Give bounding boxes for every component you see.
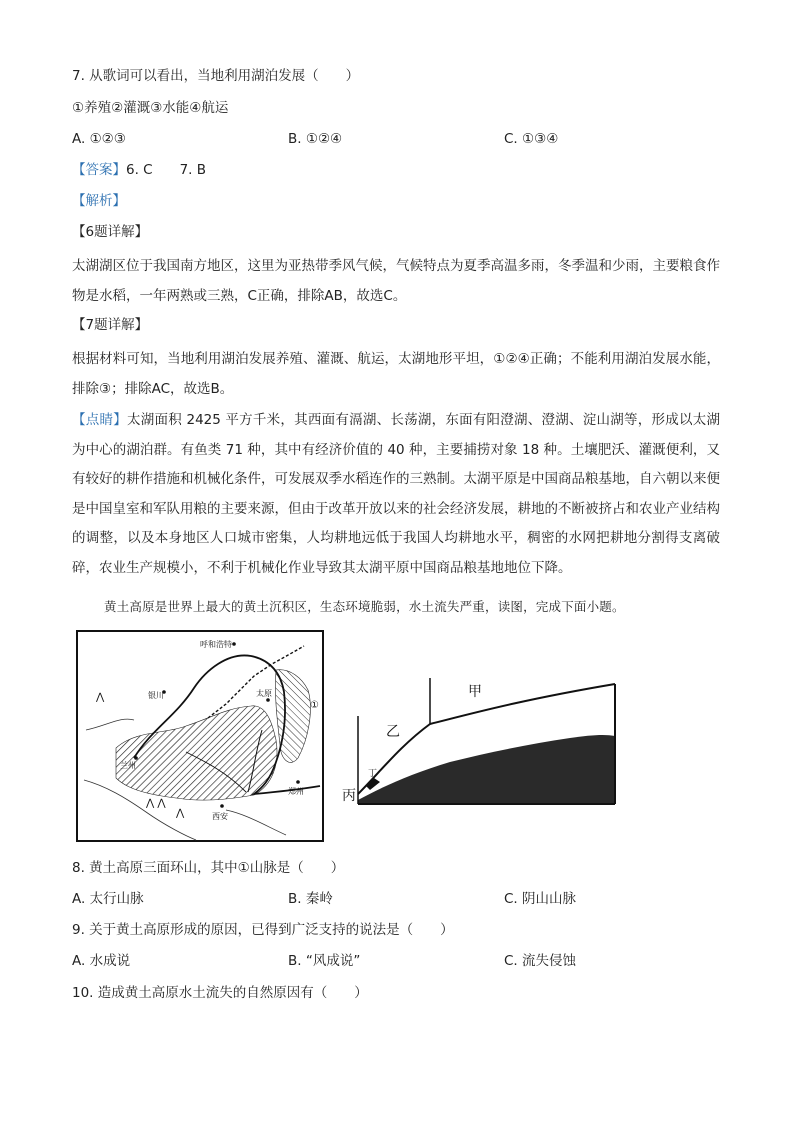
loess-plateau-map [76, 630, 326, 845]
section-intro: 黄土高原是世界上最大的黄土沉积区，生态环境脆弱，水土流失严重，读图，完成下面小题。 [104, 599, 625, 614]
label-yi: 乙 [386, 724, 400, 740]
tip-paragraph [72, 406, 720, 583]
q7-option-b: B. ①②④ [288, 131, 343, 147]
answer-label: 【答案】 [72, 162, 126, 178]
label-ding: 丁 [368, 769, 378, 779]
label-bing: 丙 [342, 788, 356, 804]
svg-text:⋀: ⋀ [176, 808, 185, 819]
q8-option-c: C. 阴山山脉 [504, 891, 577, 907]
q7-detail-text: 根据材料可知，当地利用湖泊发展养殖、灌溉、航运，太湖地形平坦，①②④正确；不能利用湖泊发展水能，排除③；排除AC，故选B。 [72, 351, 720, 397]
q6-detail-text: 太湖湖区位于我国南方地区，这里为亚热带季风气候，气候特点为夏季高温多雨，冬季温和少雨，主要粮食作物是水稻，一年两熟或三熟，C正确，排除AB，故选C。 [72, 258, 720, 304]
label-jia: 甲 [468, 684, 482, 700]
tip-label: 【点睛】 [72, 412, 127, 428]
city-hohhot: 呼和浩特 [200, 640, 232, 649]
mountain-marker: ① [310, 700, 319, 711]
q9-option-b: B. “风成说” [288, 953, 361, 969]
answer-row [72, 160, 206, 180]
q7-option-c: C. ①③④ [504, 131, 559, 147]
q6-detail-label: 【6题详解】 [72, 224, 149, 240]
q7-stem: 7. 从歌词可以看出，当地利用湖泊发展（ ） [72, 68, 360, 84]
q9-option-a: A. 水成说 [72, 953, 131, 969]
city-zhengzhou: 郑州 [288, 787, 304, 796]
svg-text:⋀ ⋀: ⋀ ⋀ [146, 798, 166, 809]
q8-option-b: B. 秦岭 [288, 891, 333, 907]
q7-detail-label: 【7题详解】 [72, 317, 149, 333]
slope-profile-diagram [340, 676, 620, 806]
city-taiyuan: 太原 [256, 689, 272, 698]
city-yinchuan: 银川 [148, 691, 164, 700]
q10-stem: 10. 造成黄土高原水土流失的自然原因有（ ） [72, 985, 368, 1001]
analysis-label: 【解析】 [72, 193, 126, 209]
q9-option-c: C. 流失侵蚀 [504, 953, 577, 969]
q7-items: ①养殖②灌溉③水能④航运 [72, 100, 229, 116]
answer-text: 6. C 7. B [126, 162, 207, 178]
q9-stem: 9. 关于黄土高原形成的原因，已得到广泛支持的说法是（ ） [72, 922, 454, 938]
city-xian: 西安 [212, 812, 228, 821]
q8-stem: 8. 黄土高原三面环山，其中①山脉是（ ） [72, 860, 345, 876]
tip-text: 太湖面积 2425 平方千米，其西面有滆湖、长荡湖，东面有阳澄湖、澄湖、淀山湖等，形成以太湖为中心的湖泊群。有鱼类 71 种，其中有经济价值的 40 种，主要捕捞对象 18 种。土壤肥沃、灌溉便利，又有较好的耕作措施和机械化条件，可发展双季水稻连作的三熟制。太湖平原是中国商品粮基地，自六朝以来便是中国皇室和军队用粮的主要来源，但由于改革开放以来的社会经济发展，耕地的不断被挤占和农业产业结构的调整，以及本身地区人口城市密集，人均耕地远低于我国人均耕地水平，稠密的水网把耕地分割得支离破碎，农业生产规模小，不利于机械化作业导致其太湖平原中国商品粮基地地位下降。 [72, 412, 720, 576]
q8-option-a: A. 太行山脉 [72, 891, 144, 907]
city-lanzhou: 兰州 [120, 761, 136, 770]
q7-option-a: A. ①②③ [72, 131, 126, 147]
svg-text:⋀: ⋀ [96, 692, 105, 703]
